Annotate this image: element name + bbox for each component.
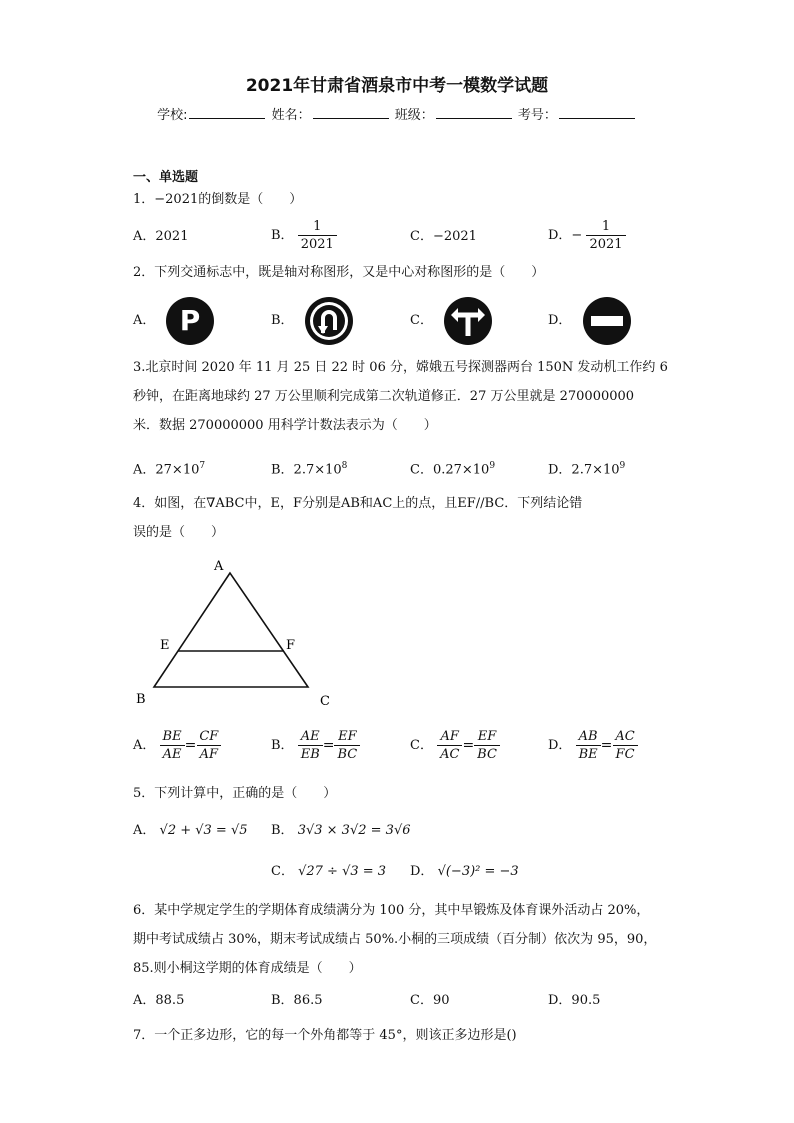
q5-option-a[interactable] (133, 821, 248, 841)
numerator: AE (300, 729, 320, 744)
name-label: 姓名： (271, 108, 311, 123)
denominator: 2021 (298, 235, 337, 253)
equals-sign: = (184, 737, 197, 754)
q4-line-1: 4．如图，在∇ABC中，E，F分别是AB和AC上的点，且EF//BC．下列结论错 (133, 496, 583, 511)
option-text: C．0.27×10 (410, 462, 490, 478)
q6-line-2: 期中考试成绩占 30%，期末考试成绩占 50%.小桐的三项成绩（百分制）依次为 95，90， (133, 932, 657, 947)
q3-option-b[interactable] (271, 456, 347, 480)
numerator: 1 (601, 219, 611, 234)
denominator: BC (334, 745, 360, 763)
numerator: EF (477, 729, 497, 744)
option-label: A． (133, 823, 156, 838)
denominator: AC (437, 745, 462, 763)
denominator: 2021 (586, 235, 625, 253)
turn-left-right-sign-icon (443, 296, 493, 346)
student-info-line (0, 104, 794, 123)
q4-option-c[interactable] (410, 728, 500, 763)
no-entry-sign-icon (582, 296, 632, 346)
q4-option-b[interactable] (271, 728, 360, 763)
option-label: B． (271, 738, 294, 753)
fraction (474, 728, 500, 763)
q4-option-d[interactable] (548, 728, 638, 763)
q3-option-d[interactable] (548, 456, 625, 480)
denominator: FC (613, 745, 638, 763)
q5-option-b[interactable] (271, 821, 411, 841)
exponent: 8 (341, 461, 348, 471)
label-e: E (160, 638, 170, 653)
q5-option-c[interactable] (271, 862, 386, 882)
numerator: CF (199, 729, 219, 744)
fraction (196, 728, 221, 763)
q5-stem: 5．下列计算中，正确的是（ ） (133, 786, 337, 801)
school-blank[interactable] (189, 106, 265, 119)
fraction (160, 728, 185, 763)
q1-stem: 1．−2021的倒数是（ ） (133, 192, 303, 207)
label-a: A (214, 559, 224, 574)
q1-option-d[interactable] (548, 218, 626, 253)
equals-sign: = (462, 737, 475, 754)
q4-option-a[interactable] (133, 728, 221, 763)
fraction (586, 218, 625, 253)
label-f: F (286, 638, 296, 653)
fraction (437, 728, 462, 763)
exponent: 7 (199, 461, 206, 471)
q3-option-a[interactable] (133, 456, 205, 480)
denominator: BC (474, 745, 500, 763)
denominator: EB (298, 745, 323, 763)
q3-line-2: 秒钟，在距离地球约 27 万公里顺利完成第二次轨道修正．27 万公里就是 270000000 (133, 389, 635, 404)
q1-option-b[interactable] (271, 218, 337, 253)
parking-sign-icon (165, 296, 215, 346)
q2-option-b[interactable]: B． (271, 313, 294, 328)
option-label: D．− (548, 228, 583, 243)
option-label: D． (410, 864, 434, 879)
numerator: AB (578, 729, 598, 744)
option-text: A．27×10 (133, 462, 200, 478)
triangle-figure (130, 555, 340, 715)
equals-sign: = (322, 737, 335, 754)
class-label: 班级： (394, 108, 434, 123)
q4-line-2: 误的是（ ） (133, 525, 225, 540)
fraction (298, 218, 337, 253)
parking-letter: P (179, 304, 201, 337)
math-expression: √(−3)² = −3 (437, 864, 519, 879)
triangle-abc (154, 573, 308, 687)
denominator: AE (160, 745, 185, 763)
exponent: 9 (619, 461, 626, 471)
label-c: C (320, 694, 330, 709)
q2-option-d[interactable]: D． (548, 313, 572, 328)
q6-line-1: 6．某中学规定学生的学期体育成绩满分为 100 分，其中早锻炼及体育课外活动占 20%， (133, 903, 650, 918)
option-text: D．2.7×10 (548, 462, 620, 478)
math-expression: √2 + √3 = √5 (159, 823, 248, 838)
denominator: AF (197, 745, 221, 763)
q1-option-c[interactable]: C．−2021 (410, 229, 477, 244)
option-label: C． (271, 864, 294, 879)
equals-sign: = (600, 737, 613, 754)
numerator: 1 (313, 219, 322, 234)
q6-line-3: 85.则小桐这学期的体育成绩是（ ） (133, 961, 362, 976)
q3-line-3: 米．数据 270000000 用科学计数法表示为（ ） (133, 418, 437, 433)
q6-option-b[interactable]: B．86.5 (271, 993, 323, 1008)
fraction (612, 728, 637, 763)
school-label: 学校: (157, 108, 188, 123)
q2-option-a[interactable]: A． (133, 313, 156, 328)
numerator: EF (338, 729, 357, 744)
q2-option-c[interactable]: C． (410, 313, 433, 328)
q7-stem: 7．一个正多边形，它的每一个外角都等于 45°，则该正多边形是() (133, 1028, 517, 1043)
q6-option-a[interactable]: A．88.5 (133, 993, 185, 1008)
q2-stem: 2．下列交通标志中，既是轴对称图形，又是中心对称图形的是（ ） (133, 265, 545, 280)
math-expression: 3√3 × 3√2 = 3√6 (297, 823, 411, 838)
option-label: D． (548, 738, 572, 753)
q6-option-c[interactable]: C．90 (410, 993, 450, 1008)
numerator: BE (162, 729, 182, 744)
fraction (576, 728, 601, 763)
fraction (298, 728, 323, 763)
option-label: B． (271, 823, 294, 838)
numerator: AC (615, 729, 635, 744)
fraction (334, 728, 360, 763)
denominator: BE (576, 745, 601, 763)
q6-option-d[interactable]: D．90.5 (548, 993, 601, 1008)
u-turn-sign-icon (304, 296, 354, 346)
page-title: 2021年甘肃省酒泉市中考一模数学试题 (245, 76, 549, 96)
q5-option-d[interactable] (410, 862, 519, 882)
class-blank[interactable] (436, 106, 512, 119)
option-label: A． (133, 738, 156, 753)
number-blank[interactable] (559, 106, 635, 119)
name-blank[interactable] (313, 106, 389, 119)
number-label: 考号： (517, 108, 557, 123)
option-text: B．2.7×10 (271, 462, 342, 478)
q1-option-a[interactable]: A．2021 (133, 229, 189, 244)
label-b: B (136, 692, 146, 707)
numerator: AF (440, 729, 459, 744)
q3-option-c[interactable] (410, 456, 495, 480)
q3-line-1: 3.北京时间 2020 年 11 月 25 日 22 时 06 分，嫦娥五号探测器两台 150N 发动机工作约 6 (133, 360, 668, 375)
exponent: 9 (489, 461, 496, 471)
option-label: C． (410, 738, 433, 753)
option-label: B． (271, 228, 294, 243)
section-heading: 一、单选题 (133, 170, 199, 185)
math-expression: √27 ÷ √3 = 3 (298, 864, 387, 879)
